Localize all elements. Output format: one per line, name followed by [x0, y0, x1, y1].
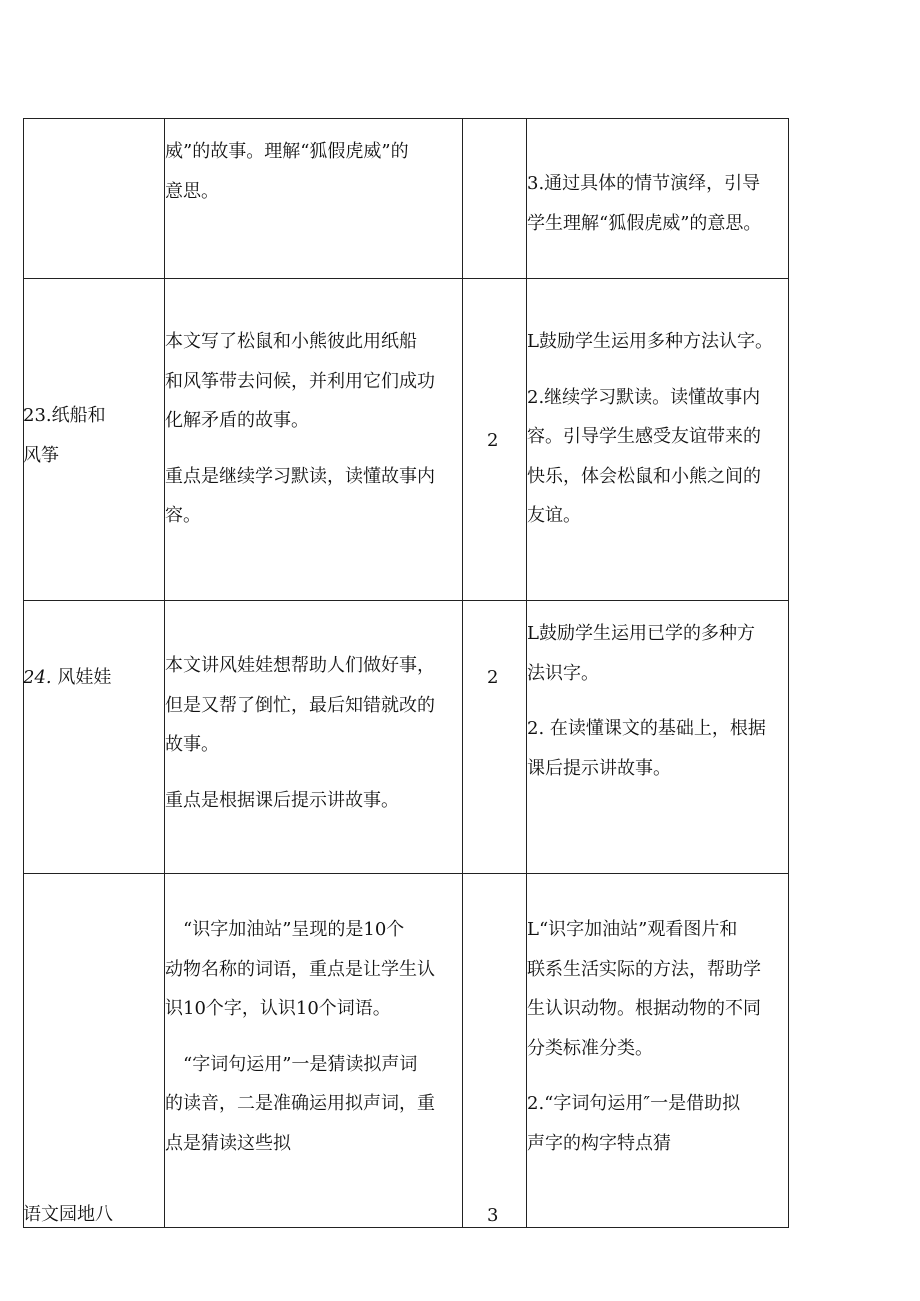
class-hours: 3 — [487, 1205, 499, 1226]
table-border-top — [23, 118, 789, 119]
summary-line: 故事。 — [165, 734, 219, 755]
goals-line: 联系生活实际的方法，帮助学 — [527, 958, 761, 980]
goals-line: 快乐，体会松鼠和小熊之间的 — [527, 465, 761, 487]
lesson-title — [23, 658, 163, 698]
row-divider-2 — [23, 600, 789, 601]
class-hours: 2 — [487, 667, 499, 688]
summary-line: 的读音，二是准确运用拟声词，重 — [165, 1093, 435, 1114]
goals-line: 2.“字词句运用″一是借助拟 — [527, 1093, 741, 1114]
summary-cell — [165, 910, 461, 1163]
summary-cell — [165, 322, 461, 536]
goals-line: 学生理解“狐假虎威”的意思。 — [527, 212, 762, 234]
goals-line: 容。引导学生感受友谊带来的 — [527, 426, 761, 447]
summary-line: 和风筝带去问候，并利用它们成功 — [165, 370, 435, 392]
goals-line: 2. 在读懂课文的基础上，根据 — [527, 718, 766, 739]
summary-line: 动物名称的词语，重点是让学生认 — [165, 958, 435, 980]
lesson-title: 风筝 — [23, 444, 59, 466]
goals-cell — [527, 322, 788, 536]
class-hours: 2 — [487, 430, 499, 451]
goals-line: 3.通过具体的情节演绎，引导 — [527, 173, 761, 194]
goals-line: 声字的构字特点猜 — [527, 1132, 671, 1154]
goals-line: L鼓励学生运用多种方法认字。 — [527, 331, 773, 352]
goals-line: 课后提示讲故事。 — [527, 757, 671, 779]
summary-line: 本文写了松鼠和小熊彼此用纸船 — [165, 331, 417, 352]
summary-line: 重点是继续学习默读，读懂故事内 — [165, 465, 435, 487]
row-divider-3 — [23, 873, 789, 874]
goals-cell — [527, 614, 788, 788]
lesson-title: 语文园地八 — [23, 1204, 113, 1225]
goals-line: 2.继续学习默读。读懂故事内 — [527, 386, 761, 408]
summary-line: 重点是根据课后提示讲故事。 — [165, 789, 399, 811]
lesson-title-cell — [23, 658, 163, 698]
goals-cell — [527, 910, 788, 1163]
table-row — [165, 132, 461, 211]
summary-line: 但是又帮了倒忙，最后知错就改的 — [165, 694, 435, 716]
summary-line: 意思。 — [165, 180, 219, 202]
summary-line: 点是猜读这些拟 — [165, 1132, 291, 1154]
goals-line: 生认识动物。根据动物的不同 — [527, 998, 761, 1019]
summary-cell — [165, 646, 461, 820]
lesson-title-cell — [23, 1195, 163, 1235]
lesson-plan-table — [23, 118, 789, 1228]
lesson-title-cell — [23, 396, 163, 475]
goals-line: L鼓励学生运用已学的多种方 — [527, 623, 755, 644]
goals-line: L“识字加油站”观看图片和 — [527, 919, 738, 940]
summary-line: 本文讲风娃娃想帮助人们做好事， — [165, 655, 435, 676]
goals-line: 友谊。 — [527, 505, 581, 526]
lesson-name: 风娃娃 — [57, 667, 112, 688]
column-divider-2 — [462, 118, 463, 1228]
table-border-right — [788, 118, 789, 1228]
summary-line: “字词句运用”一是猜读拟声词 — [183, 1053, 418, 1075]
summary-line: “识字加油站”呈现的是10个 — [183, 919, 405, 940]
goals-line: 法识字。 — [527, 662, 599, 684]
summary-line: 容。 — [165, 505, 201, 526]
row-divider-1 — [23, 278, 789, 279]
goals-cell — [527, 164, 788, 243]
summary-line: 化解矛盾的故事。 — [165, 410, 309, 431]
lesson-title: 23.纸船和 — [23, 405, 106, 426]
lesson-number: 24. — [23, 667, 52, 688]
goals-line: 分类标准分类。 — [527, 1037, 653, 1059]
summary-line: 识10个字，认识10个词语。 — [165, 998, 391, 1019]
summary-line: 威”的故事。理解“狐假虎威”的 — [165, 141, 409, 162]
